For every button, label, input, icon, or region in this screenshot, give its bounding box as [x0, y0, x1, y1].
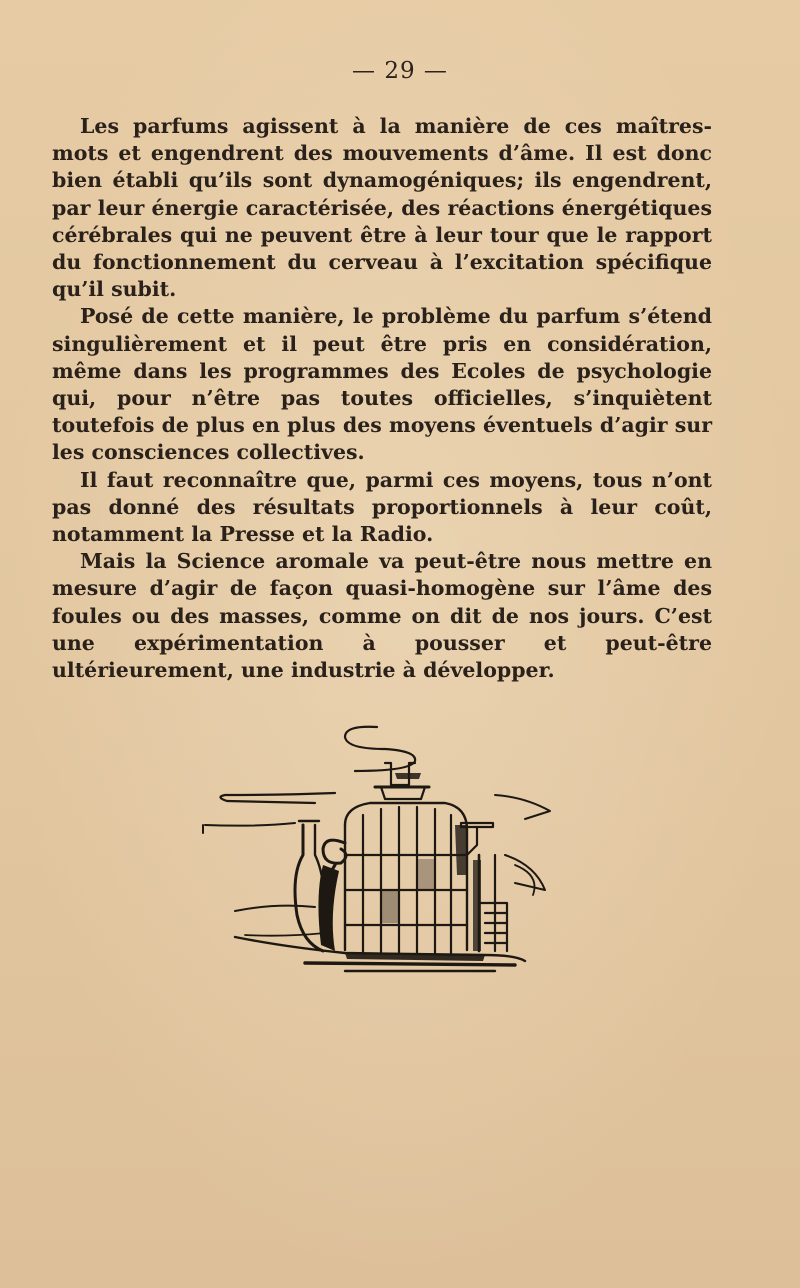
paragraph-2: Posé de cette manière, le problème du parfum s’étend singulièrement et il peut être pris en considération, même dans les programmes des Ecoles de psychologie qui, pour n’être pas toutes officielles, s’inquiètent toutefois de plus en plus des moyens éventuels d’agir sur les consciences collectives. — [52, 304, 712, 465]
paragraph-3: Il faut reconnaître que, parmi ces moyens, tous n’ont pas donné des résultats proportionnels à leur coût, notamment la Presse et la Radio. — [52, 467, 712, 547]
perfume-bottles-illustration — [195, 715, 565, 980]
paragraph-4: Mais la Science aromale va peut-être nous mettre en mesure d’agir de façon quasi-homogène sur l’âme des foules ou des masses, comme on dit de nos jours. C’est une expérimentation à pousser et peut-être ultérieurement, une industrie à développer. — [52, 549, 712, 683]
body-text — [52, 113, 712, 684]
page-number: — 29 — — [352, 58, 448, 84]
paragraph-1: Les parfums agissent à la manière de ces maîtres-mots et engendrent des mouvements d’âme. Il est donc bien établi qu’ils sont dynamogéniques; ils engendrent, par leur énergie caractérisée, des réactions énergétiques cérébrales qui ne peuvent être à leur tour que le rapport du fonctionnement du cerveau à l’excitation spécifique qu’il subit. — [52, 114, 712, 302]
